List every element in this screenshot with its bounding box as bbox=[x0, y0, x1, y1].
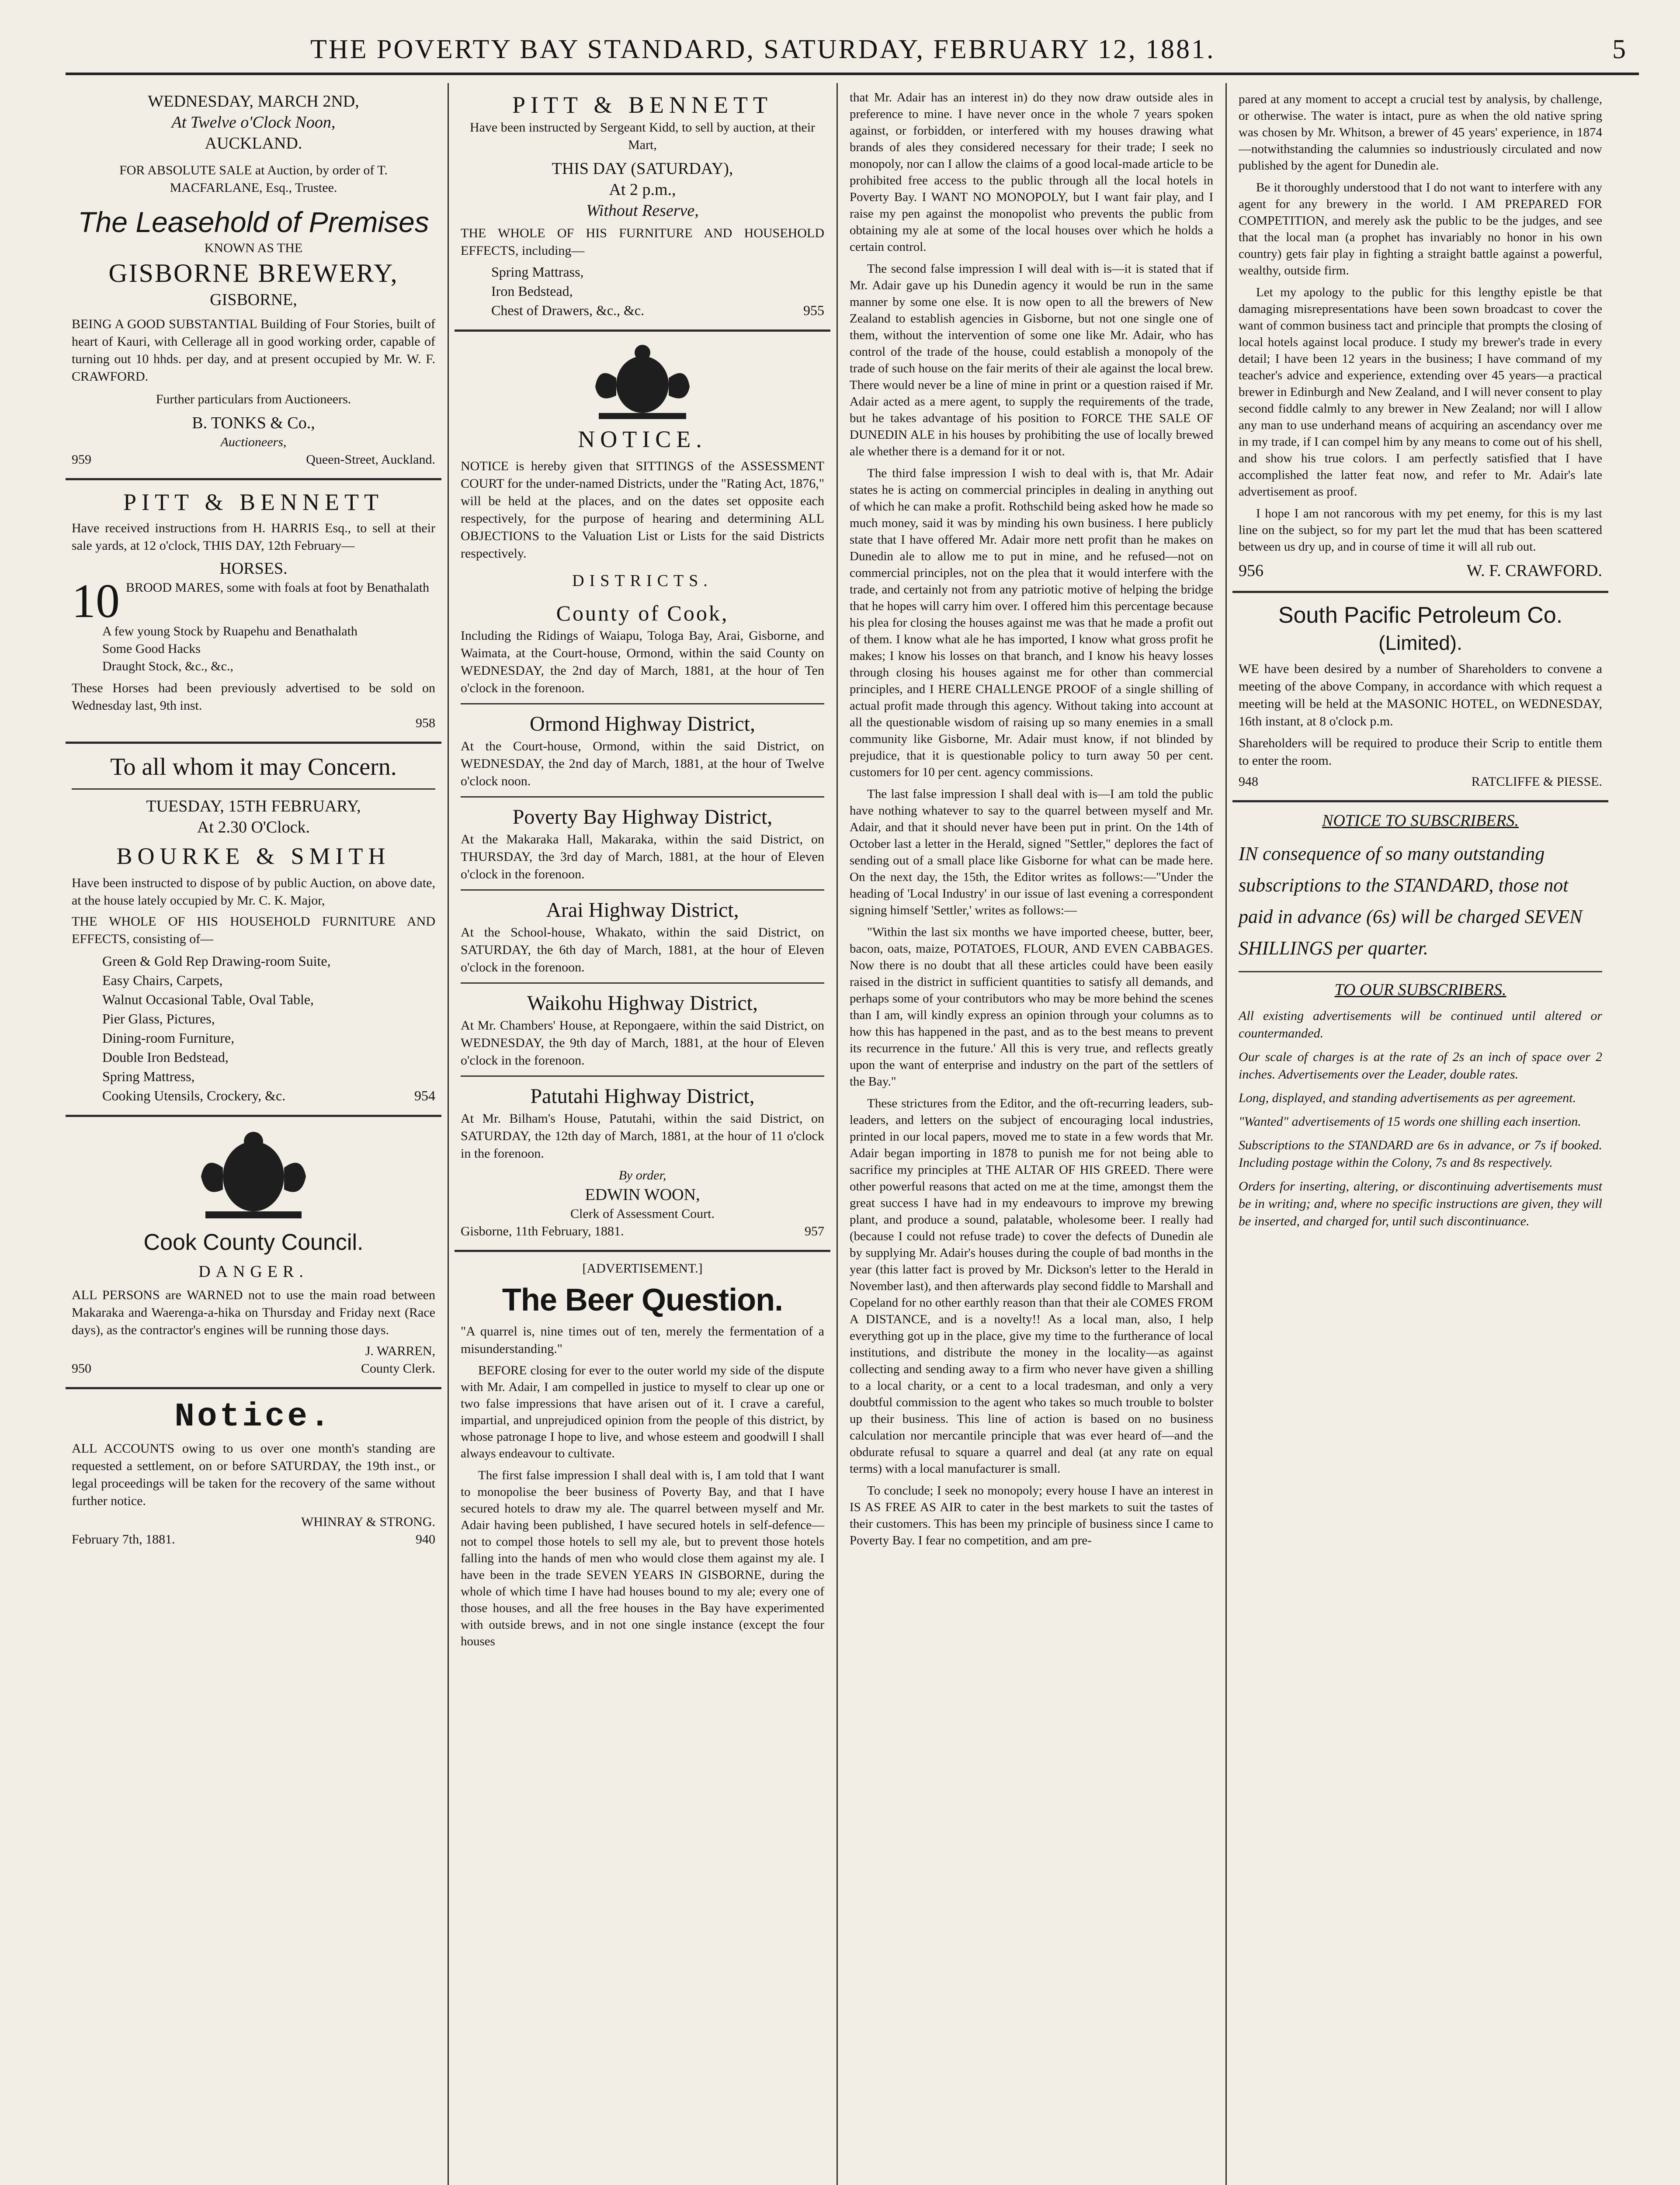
list-item: Iron Bedstead, bbox=[491, 283, 573, 299]
divider bbox=[461, 889, 824, 891]
furniture-ad bbox=[455, 83, 830, 332]
petroleum-ad bbox=[1232, 593, 1608, 802]
ad-heading: HORSES. bbox=[219, 559, 288, 578]
advertisement-tag: [ADVERTISEMENT.] bbox=[582, 1261, 703, 1276]
column-2 bbox=[455, 83, 830, 2185]
list-item: Double Iron Bedstead, bbox=[102, 1049, 229, 1065]
notice-title: NOTICE TO SUBSCRIBERS. bbox=[1322, 812, 1519, 830]
signer: RATCLIFFE & PIESSE. bbox=[1471, 774, 1602, 789]
masthead-rule bbox=[66, 73, 1639, 75]
list-item-last bbox=[102, 1086, 435, 1105]
sale-date: TUESDAY, 15TH FEBRUARY, bbox=[146, 797, 361, 815]
ad-number: 957 bbox=[805, 1224, 824, 1238]
district-details: Including the Ridings of Waiapu, Tologa Bay, Arai, Gisborne, and Waimata, at the Court-house, Ormond, within the said County on WEDNESDAY, the 2nd day of March, 1881, at the hour of Ten o'clock in the forenoon. bbox=[461, 628, 824, 695]
sale-time: At Twelve o'Clock Noon, bbox=[171, 113, 336, 132]
subscribers-notice bbox=[1232, 802, 1608, 1246]
lot-line: A few young Stock by Ruapehu and Benathalath bbox=[102, 624, 358, 638]
district-name: County of Cook, bbox=[556, 601, 729, 625]
divider bbox=[461, 703, 824, 704]
divider bbox=[461, 982, 824, 984]
concern-ad bbox=[66, 744, 441, 1117]
signer: WHINRAY & STRONG. bbox=[301, 1515, 435, 1529]
paragraph: The second false impression I will deal with is—it is stated that if Mr. Adair gave up his Dunedin agency it would be run in the same manner by some one else. It is now open to all the brewers of New Zealand to establish agencies in Gisborne, but not one single one of them, without the intervention of some one like Mr. Adair, who has control of the trade of the house, could establish a monopoly of the trade of such house on the fair merits of their ale against the local brew. There would never be a line of mine in print or a question raised if Mr. Adair acted as a mere agent, to supply the requirements of the trade, but he takes advantage of his position to FORCE THE SALE OF DUNEDIN ALE in his houses by prohibiting the use of locally brewed ale whether there is a demand for it or not. bbox=[850, 262, 1213, 458]
ad-number: 955 bbox=[803, 302, 824, 318]
district-name: Patutahi Highway District, bbox=[530, 1085, 755, 1108]
sale-terms: FOR ABSOLUTE SALE at Auction, by order of T. MACFARLANE, Esq., Trustee. bbox=[119, 163, 388, 195]
by-order: By order, bbox=[618, 1168, 666, 1183]
ad-footer bbox=[461, 1223, 824, 1240]
ad-footer bbox=[72, 451, 435, 468]
article-body bbox=[461, 1362, 824, 1650]
list-item: Long, displayed, and standing advertisements as per agreement. bbox=[1239, 1091, 1576, 1105]
ad-note: These Horses had been previously advertised to be sold on Wednesday last, 9th inst. bbox=[72, 681, 435, 713]
article-title: The Beer Question. bbox=[502, 1283, 783, 1318]
districts-heading: DISTRICTS. bbox=[572, 572, 713, 590]
ad-body: BEING A GOOD SUBSTANTIAL Building of Four Stories, built of heart of Kauri, with Cellerage all in good working order, capable of turning out 10 hhds. per day, and at present occupied by Mr. W. F. CRAWFORD. bbox=[72, 317, 435, 384]
coat-of-arms-icon bbox=[188, 1128, 319, 1224]
masthead bbox=[66, 31, 1639, 79]
list-item: Subscriptions to the STANDARD are 6s in advance, or 7s if booked. Including postage within the Colony, 7s and 8s respectively. bbox=[1239, 1138, 1602, 1170]
newspaper-title: THE POVERTY BAY STANDARD, SATURDAY, FEBRUARY 12, 1881. bbox=[310, 35, 1215, 64]
ad-lots: THE WHOLE OF HIS FURNITURE AND HOUSEHOLD EFFECTS, including— bbox=[461, 226, 824, 258]
sale-date: WEDNESDAY, MARCH 2ND, bbox=[148, 92, 359, 111]
assessment-notice bbox=[455, 332, 830, 1252]
lot-line: BROOD MARES, some with foals at foot by Benathalath bbox=[126, 580, 430, 595]
sale-place: AUCKLAND. bbox=[205, 134, 302, 153]
district-name: Arai Highway District, bbox=[546, 898, 739, 922]
signer: EDWIN WOON, bbox=[585, 1186, 700, 1204]
notice-title: NOTICE. bbox=[578, 426, 707, 452]
ad-intro: Have been instructed by Sergeant Kidd, to sell by auction, at their Mart, bbox=[469, 120, 816, 152]
auctioneer-firm: PITT & BENNETT bbox=[123, 489, 384, 515]
list-item: All existing advertisements will be continued until altered or countermanded. bbox=[1239, 1009, 1602, 1040]
article-conclusion bbox=[1232, 83, 1608, 593]
sale-reserve: Without Reserve, bbox=[586, 201, 699, 220]
paragraph: that Mr. Adair has an interest in) do they now draw outside ales in preference to mine. I have never once in the whole 7 years spoken against, or forbidden, or interfered with my houses drawing what brands of ales they considered necessary for their trade; I seek no monopoly, nor can I allow the claims of a good local-made article to be prohibited free access to the public through all the local hotels in Poverty Bay. I WANT NO MONOPOLY, but I want fair play, and I raise my pen against the monopolist who prevents the public from obtaining my ale at some of the local houses over which he holds a certain control. bbox=[850, 90, 1213, 254]
notice-title: Notice. bbox=[174, 1398, 333, 1436]
ad-intro: Have received instructions from H. HARRIS Esq., to sell at their sale yards, at 12 o'clock, THIS DAY, 12th February— bbox=[72, 521, 435, 553]
brewery-name: GISBORNE BREWERY, bbox=[108, 259, 399, 288]
sale-time: At 2.30 O'Clock. bbox=[197, 818, 310, 836]
ad-body: Shareholders will be required to produce their Scrip to entitle them to enter the room. bbox=[1239, 736, 1602, 768]
council-ad bbox=[66, 1117, 441, 1389]
paragraph: The third false impression I wish to deal with is, that Mr. Adair states he is acting on commercial principles in dealing in anything out of which he can make a profit. Rothschild being asked how he made so much money, said it was by minding his own business. I here publicly state that I have offered Mr. Adair more nett profit than he makes on Dunedin ale to allow me to put in mine, and he refused—not on commercial principles, not on the plea that it would interfere with the trade, and certainly not from any patriotic motive of helping the bridge that he hopes will carry him over. I offered him this percentage because his plea for closing the houses against me was that he made a profit out of them. I know what ale he has imported, I know what gross profit he makes; I know his losses on that branch, and I know his heavy losses through closing his houses against me for other than commercial principles, and I HERE CHALLENGE PROOF of a single shilling of actual profit made through this agency. Without taking into account at all the questionable wisdom of raising up so many enemies in a small community like Gisborne, Mr. Adair must know, if not blinded by prejudice, that it is questionable policy to turn away 50 per cent. customers for 10 per cent. agency commissions. bbox=[850, 466, 1213, 779]
ad-address: Queen-Street, Auckland. bbox=[306, 452, 435, 467]
auctioneer-firm: B. TONKS & Co., bbox=[192, 414, 315, 432]
lot-block bbox=[72, 574, 435, 628]
ad-number: 959 bbox=[72, 452, 91, 467]
danger-heading: DANGER. bbox=[198, 1262, 309, 1281]
list-item: Dining-room Furniture, bbox=[102, 1030, 235, 1046]
district-details: At the Makaraka Hall, Makaraka, within the said District, on THURSDAY, the 3rd day of March, 1881, at the hour of Eleven o'clock in the forenoon. bbox=[461, 832, 824, 881]
divider bbox=[461, 1075, 824, 1077]
district-details: At Mr. Bilham's House, Patutahi, within the said District, on SATURDAY, the 12th day of March, 1881, at the hour of 11 o'clock in the forenoon. bbox=[461, 1111, 824, 1161]
district-details: At the School-house, Whakato, within the said District, on SATURDAY, the 6th day of March, 1881, at the hour of Eleven o'clock in the forenoon. bbox=[461, 925, 824, 975]
brewery-ad bbox=[66, 83, 441, 480]
column-divider bbox=[1225, 83, 1227, 2185]
paragraph: To conclude; I seek no monopoly; every house I have an interest in IS AS FREE AS AIR to cater in the best markets to suit the tastes of their customers. This has been my principle of business since I came to Poverty Bay. I fear no competition, and am pre- bbox=[850, 1484, 1213, 1547]
list-item: Spring Mattress, bbox=[102, 1068, 195, 1084]
paragraph: The last false impression I shall deal with is—I am told the public have nothing whatever to say to the quarrel between myself and Mr. Adair, and that it should never have been put in print. On the 14th of October last a letter in the Herald, signed "Settler," deplores the fact of sending out of a small place like Gisborne for what can be made here. On the next day, the 15th, the Editor writes as follows:—"Under the heading of 'Local Industry' in our issue of last evening a correspondent signing himself 'Settler,' writes as follows:— bbox=[850, 787, 1213, 917]
sale-time: At 2 p.m., bbox=[609, 180, 676, 199]
item-list bbox=[72, 951, 435, 1105]
district-name: Waikohu Highway District, bbox=[527, 992, 758, 1015]
ad-headline: The Leasehold of Premises bbox=[78, 206, 429, 238]
further-particulars: Further particulars from Auctioneers. bbox=[156, 392, 351, 406]
ad-number: 950 bbox=[72, 1361, 91, 1376]
royal-arms-icon bbox=[586, 343, 699, 422]
auctioneer-role: Auctioneers, bbox=[220, 435, 287, 449]
paragraph: Be it thoroughly understood that I do not want to interfere with any agent for any brewery in the world. I AM PREPARED FOR COMPETITION, and merely ask the public to be the judges, and see that the local man (a prophet has invariably no honor in his own country) gets fair play in fighting a straight battle against a powerful, wealthy, outside firm. bbox=[1239, 180, 1602, 277]
notice-body: NOTICE is hereby given that SITTINGS of the ASSESSMENT COURT for the under-named Districts, under the "Rating Act, 1876," will be held at the places, and on the dates set opposite each respectively, for the purpose of hearing and determining ALL OBJECTIONS to the Valuation List or Lists for the said Districts respectively. bbox=[461, 459, 824, 561]
column-divider bbox=[837, 83, 838, 2185]
auctioneer-firm: PITT & BENNETT bbox=[512, 92, 773, 118]
ad-number: 958 bbox=[416, 716, 435, 730]
list-item: Walnut Occasional Table, Oval Table, bbox=[102, 992, 314, 1007]
district-name: Poverty Bay Highway District, bbox=[512, 805, 773, 829]
list-item: Cooking Utensils, Crockery, &c. bbox=[102, 1088, 286, 1103]
item-list bbox=[461, 262, 824, 320]
notice-title: TO OUR SUBSCRIBERS. bbox=[1334, 981, 1506, 999]
district-name: Ormond Highway District, bbox=[530, 712, 755, 735]
ad-number: 954 bbox=[414, 1088, 435, 1103]
list-item: Orders for inserting, altering, or discontinuing advertisements must be in writing; and, where no specific instructions are given, they will be inserted, and charged for, until such discontinuance. bbox=[1239, 1179, 1602, 1228]
auctioneer-firm: BOURKE & SMITH bbox=[116, 843, 391, 869]
ad-date: February 7th, 1881. bbox=[72, 1532, 175, 1547]
ad-body: WE have been desired by a number of Shareholders to convene a meeting of the above Company, in accordance with which request a meeting will be held at the MASONIC HOTEL, on WEDNESDAY, 16th instant, at 8 o'clock p.m. bbox=[1239, 662, 1602, 728]
district-details: At the Court-house, Ormond, within the said District, on WEDNESDAY, the 2nd day of March, 1881, at the hour of Twelve o'clock noon. bbox=[461, 739, 824, 788]
lot-count: 10 bbox=[72, 574, 120, 628]
ad-footer bbox=[1239, 773, 1602, 791]
column-divider bbox=[448, 83, 449, 2185]
lot-line: Some Good Hacks bbox=[102, 642, 201, 656]
divider bbox=[461, 796, 824, 798]
beer-question-article bbox=[455, 1252, 830, 1665]
ad-body: ALL ACCOUNTS owing to us over one month's standing are requested a settlement, on or before SATURDAY, the 19th inst., or legal proceedings will be taken for the recovery of the same without further notice. bbox=[72, 1441, 435, 1508]
company-suffix: (Limited). bbox=[1378, 631, 1462, 654]
notice-body: IN consequence of so many outstanding subscriptions to the STANDARD, those not paid in advance (6s) will be charged SEVEN SHILLINGS per quarter. bbox=[1239, 843, 1583, 959]
ad-number: 956 bbox=[1239, 562, 1263, 580]
signer-role: Clerk of Assessment Court. bbox=[570, 1207, 715, 1221]
paragraph: Let my apology to the public for this lengthy epistle be that damaging misrepresentations have been sown broadcast to cover the want of common business tact and principle that prompts the closing of local hotels against local produce. I study my brewer's trade in every detail; I have been 12 years in the business; I have command of my teacher's advice and experience, extending over 45 years—a practical brewer in Edinburgh and New Zealand, and I will never consent to play second fiddle calmly to any brewer in New Zealand; nor will I allow any man to use underhand means of acquiring an ascendancy over me in my trade, if I can compel him by any means to come out of his shell, and show his true colors. I am perfectly satisfied that I have accomplished the latter feat now, and refer to Mr. Adair's late advertisement as proof. bbox=[1239, 285, 1602, 499]
paragraph: pared at any moment to accept a crucial test by analysis, by challenge, or otherwise. The water is intact, pure as when the old native spring was chosen by Mr. Whitson, a brewer of 45 years' experience, in 1874—notwithstanding the calumnies so industriously circulated and now published by the agent for Dunedin ale. bbox=[1239, 92, 1602, 173]
ad-footer bbox=[72, 1360, 435, 1377]
article-continued bbox=[843, 83, 1219, 1560]
lot-line: Draught Stock, &c., &c., bbox=[102, 659, 233, 673]
ad-footer bbox=[72, 1531, 435, 1548]
known-as: KNOWN AS THE bbox=[204, 241, 303, 255]
brewery-town: GISBORNE, bbox=[210, 291, 297, 309]
ad-body: ALL PERSONS are WARNED not to use the main road between Makaraka and Waerenga-a-hika on Thursday and Friday next (Race days), as the contractor's engines will be running those days. bbox=[72, 1288, 435, 1337]
page-number: 5 bbox=[1612, 35, 1626, 64]
list-item: Easy Chairs, Carpets, bbox=[102, 972, 223, 988]
ad-lots: THE WHOLE OF HIS HOUSEHOLD FURNITURE AND EFFECTS, consisting of— bbox=[72, 914, 435, 946]
accounts-notice bbox=[66, 1389, 441, 1558]
signer-role: County Clerk. bbox=[361, 1361, 435, 1376]
district-details: At Mr. Chambers' House, at Repongaere, within the said District, on WEDNESDAY, the 9th day of March, 1881, at the hour of Eleven o'clock in the forenoon. bbox=[461, 1018, 824, 1068]
ad-number: 940 bbox=[416, 1532, 435, 1547]
list-item: Chest of Drawers, &c., &c. bbox=[491, 302, 645, 318]
list-item: Spring Mattrass, bbox=[491, 264, 584, 280]
list-item: Green & Gold Rep Drawing-room Suite, bbox=[102, 953, 331, 969]
column-4 bbox=[1232, 83, 1608, 2185]
list-item-last bbox=[491, 301, 824, 320]
paragraph: The first false impression I shall deal with is, I am told that I want to monopolise the beer business of Poverty Bay, and that I have secured hotels to draw my ale. The quarrel between myself and Mr. Adair having been published, I have secured hotels in self-defence—not to compel those hotels to sell my ale, but to prevent those hotels falling into the hands of men who would close them against my ale. I have been in the trade SEVEN YEARS IN GISBORNE, during the whole of which time I have had houses bound to my ale; every one of those houses, and all the free houses in the Bay have experimented with outside brews, and in not one single instance (except the four houses bbox=[461, 1468, 824, 1648]
list-item: Our scale of charges is at the rate of 2s an inch of space over 2 inches. Advertisements over the Leader, double rates. bbox=[1239, 1050, 1602, 1082]
article-signature bbox=[1239, 560, 1602, 581]
column-3 bbox=[843, 83, 1219, 2185]
divider bbox=[72, 788, 435, 790]
signer: J. WARREN, bbox=[365, 1344, 435, 1358]
ad-date: Gisborne, 11th February, 1881. bbox=[461, 1224, 624, 1238]
paragraph: I hope I am not rancorous with my pet enemy, for this is my last line on the subject, so for my part let the mud that has been scattered between us dry up, and in course of time it will all rub out. bbox=[1239, 506, 1602, 554]
article-body bbox=[1239, 91, 1602, 555]
paragraph: These strictures from the Editor, and the oft-recurring leaders, sub-leaders, and letters on the subject of encouraging local industries, printed in our local papers, moved me to state in a few words that Mr. Adair began importing in 1878 to punish me for not being able to sacrifice my principles at THE ALTAR OF HIS GREED. There were other powerful reasons that acted on me at the time, amongst them the great success I have had in my endeavours to improve my brewing plant, and produce a sound, palatable, wholesome beer. I really had (because I could not refuse trade) to cover the defects of Dunedin ale by supplying Mr. Adair's houses during the couple of bad months in the year (this latter fact is proved by Mr. Dickson's letter to the Herald in November last), and then afterwards play second fiddle to Marshall and Copeland for no other earthly reason than that their ale COMES FROM A DISTANCE, and is a novelty!! As a local man, also, I help everything got up in the place, give my time to the furtherance of local institutions, and distribute the money in the locality—as against collecting and sending away to a firm who never have given a shilling to a local charity, or a cent to a local tradesman, and only a very doubtful commission to the agent who takes so much trouble to bolster up their business. This line of action is based on no business calculation nor mercantile principle that was ever heard of—and the obdurate refusal to square a quarrel and deal (at any rate on equal terms) with a local manufacturer is small. bbox=[850, 1096, 1213, 1476]
column-1 bbox=[66, 83, 441, 2185]
council-title: Cook County Council. bbox=[143, 1230, 364, 1255]
paragraph: BEFORE closing for ever to the outer world my side of the dispute with Mr. Adair, I am compelled in justice to myself to clear up one or two false impressions that have arisen out of it. I crave a careful, impartial, and unprejudiced opinion from the people of this district, by whose patronage I hope to live, and whose esteem and goodwill I shall always endeavour to cultivate. bbox=[461, 1363, 824, 1460]
signer: W. F. CRAWFORD. bbox=[1466, 562, 1602, 580]
horses-ad bbox=[66, 480, 441, 744]
list-item: Pier Glass, Pictures, bbox=[102, 1011, 215, 1027]
ad-number: 948 bbox=[1239, 774, 1258, 789]
article-epigraph: "A quarrel is, nine times out of ten, merely the fermentation of a misunderstanding." bbox=[461, 1324, 824, 1356]
sale-day: THIS DAY (SATURDAY), bbox=[552, 160, 733, 178]
paragraph: "Within the last six months we have imported cheese, butter, beer, bacon, oats, maize, POTATOES, FLOUR, AND EVEN CABBAGES. Now there is no doubt that all these articles could have been easily raised in the district in sufficient quantities to satisfy all demands, and perhaps some of your contributors who may be more behind the scenes than I am, will kindly express an opinion through your columns as to how this has happened in the past, and as to the best means to prevent its recurrence in the future.' All this is very true, and reflects greatly upon the want of enterprise and industry on the part of the settlers of the Bay." bbox=[850, 925, 1213, 1089]
divider bbox=[1239, 971, 1602, 972]
company-name: South Pacific Petroleum Co. bbox=[1278, 603, 1563, 628]
list-item: "Wanted" advertisements of 15 words one shilling each insertion. bbox=[1239, 1114, 1581, 1129]
ad-heading: To all whom it may Concern. bbox=[110, 753, 397, 780]
terms-list bbox=[1239, 1007, 1602, 1230]
ad-intro: Have been instructed to dispose of by public Auction, on above date, at the house lately occupied by Mr. C. K. Major, bbox=[72, 876, 435, 908]
